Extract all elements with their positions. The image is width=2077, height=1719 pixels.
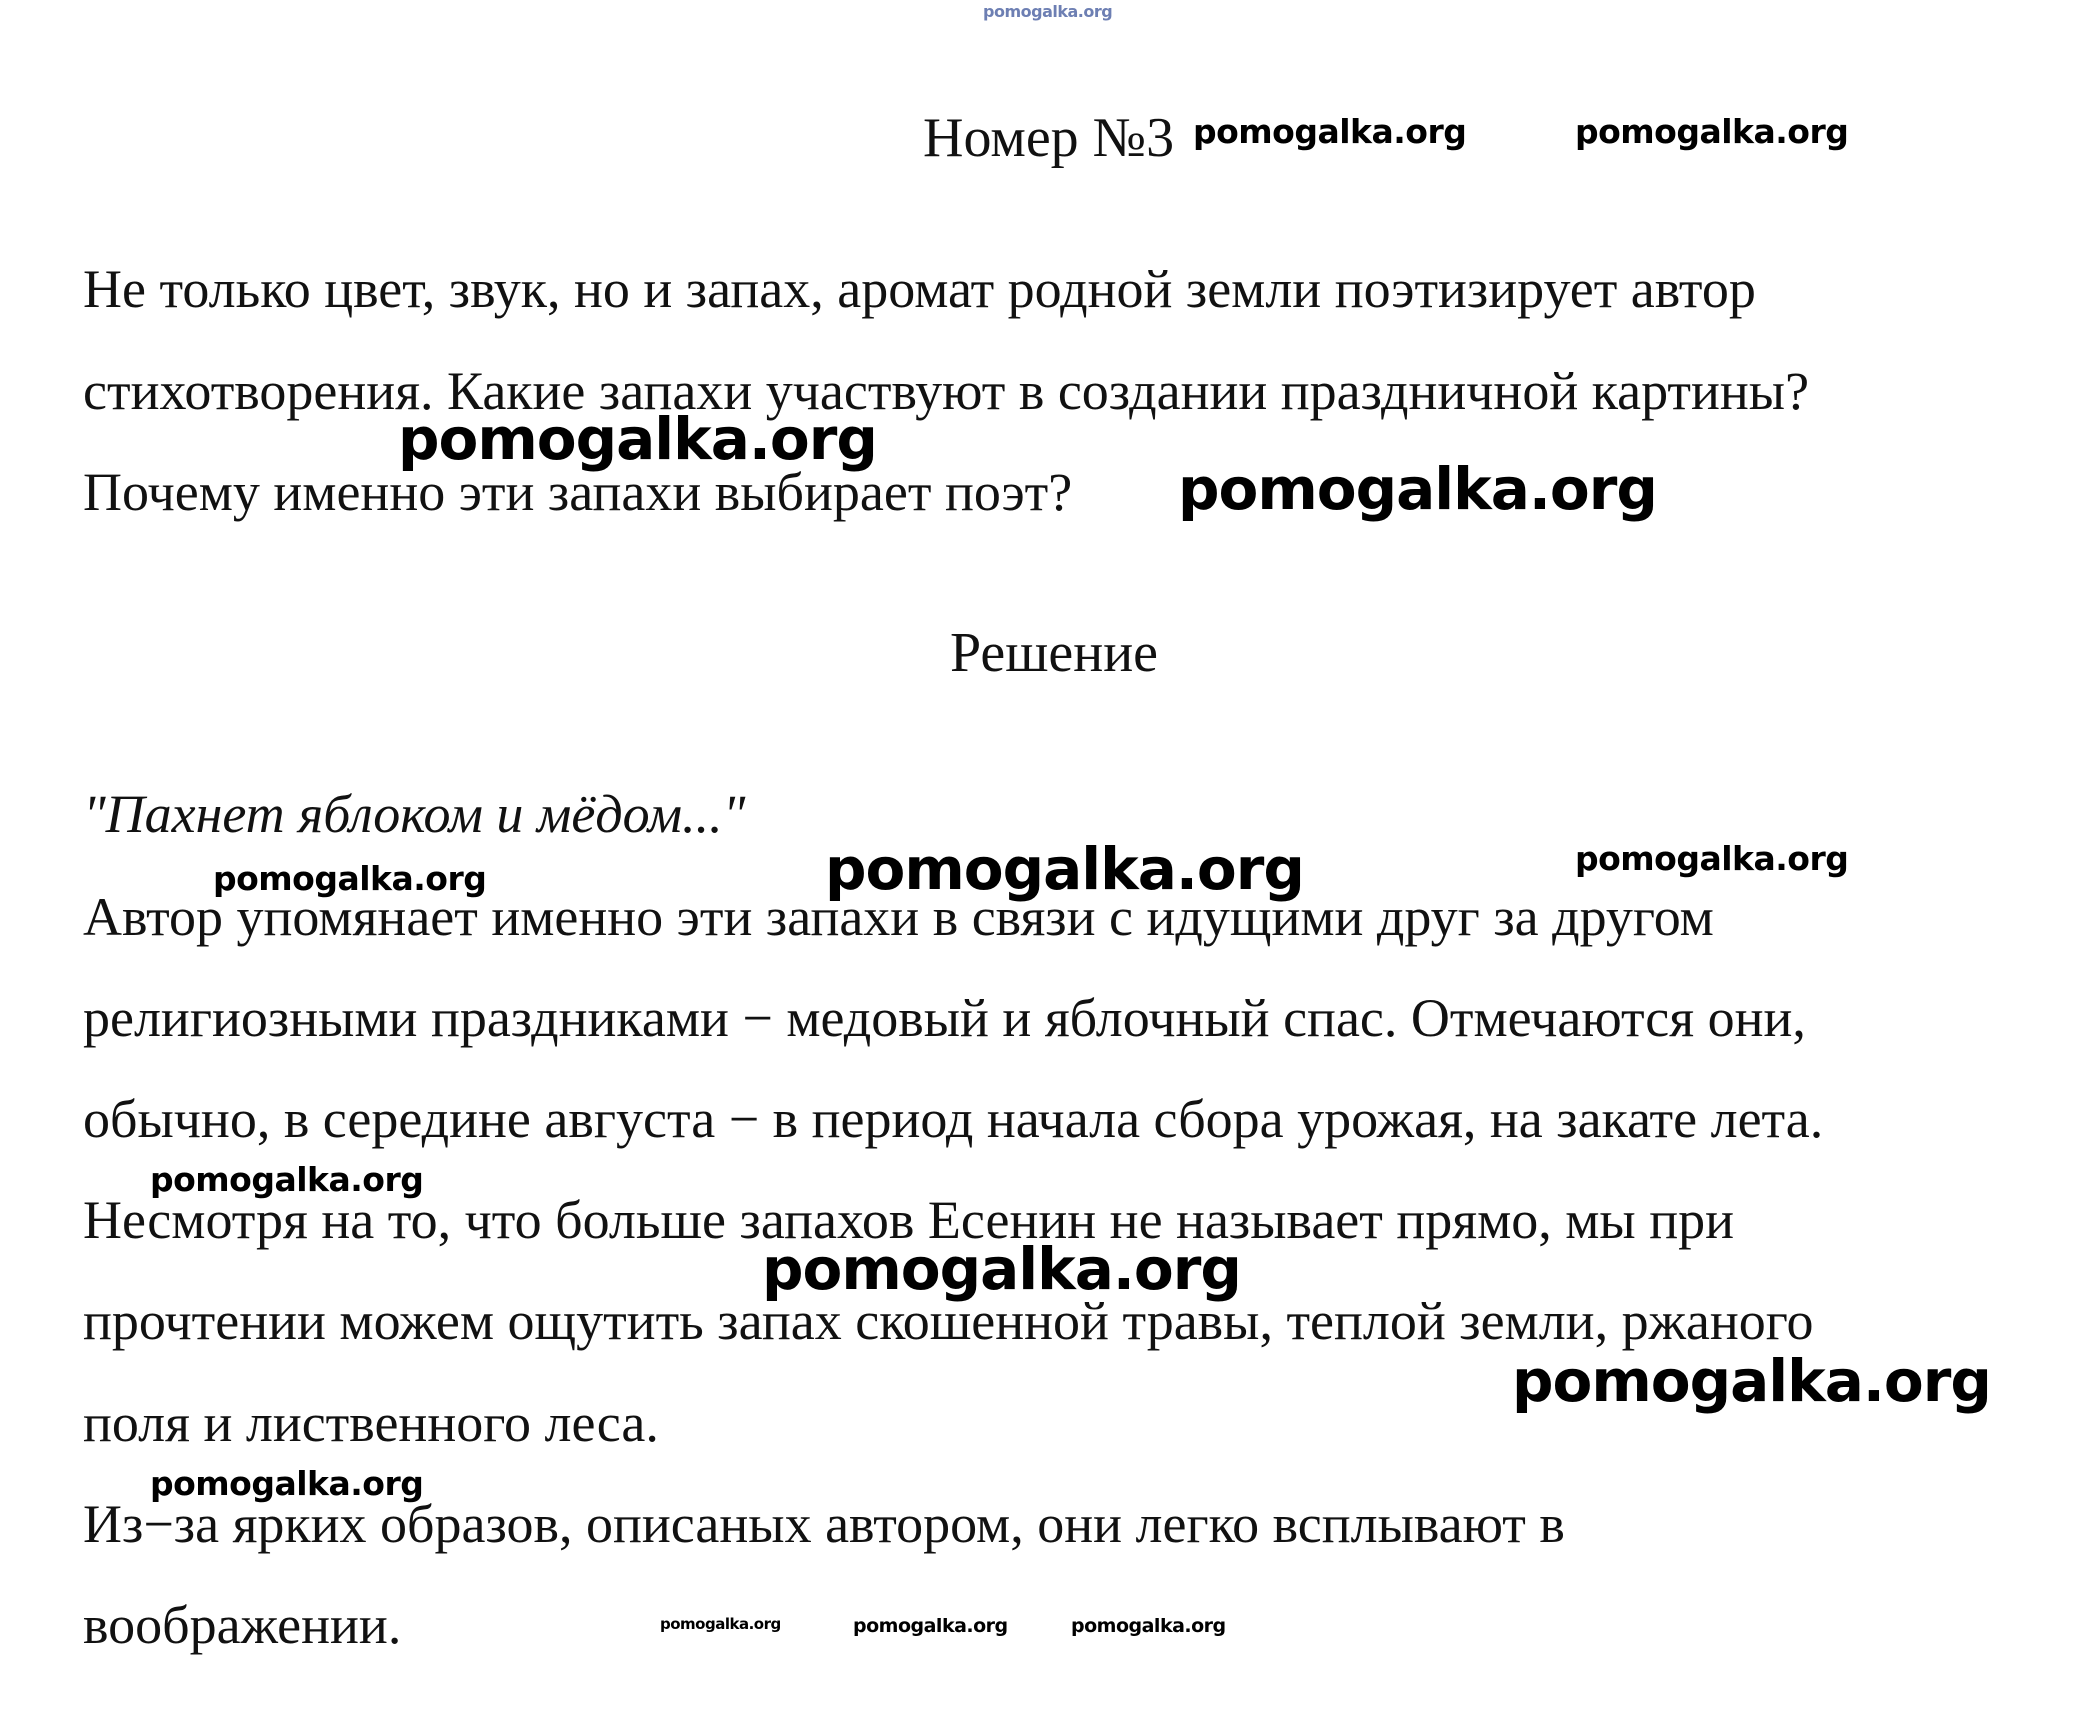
question-line-1: Не только цвет, звук, но и запах, аромат родной земли поэтизирует автор bbox=[83, 259, 1756, 319]
watermark-answer-7: pomogalka.org bbox=[150, 1464, 424, 1503]
quote: "Пахнет яблоком и мёдом..." bbox=[83, 784, 746, 844]
watermark-answer-5: pomogalka.org bbox=[762, 1235, 1241, 1303]
answer-line-7: Из−за ярких образов, описаных автором, они легко всплывают в bbox=[83, 1494, 1565, 1554]
question-line-3: Почему именно эти запахи выбирает поэт? bbox=[83, 462, 1073, 522]
question-line-2: стихотворения. Какие запахи участвуют в создании праздничной картины? bbox=[83, 361, 1810, 421]
watermark-answer-1: pomogalka.org bbox=[213, 859, 487, 898]
watermark-bottom-2: pomogalka.org bbox=[853, 1615, 1008, 1637]
page-title: Номер №3 bbox=[923, 107, 1175, 169]
answer-line-4: Несмотря на то, что больше запахов Есенин не называет прямо, мы при bbox=[83, 1190, 1735, 1250]
answer-line-2: религиозными праздниками − медовый и яблочный спас. Отмечаются они, bbox=[83, 988, 1806, 1048]
solution-heading: Решение bbox=[950, 622, 1159, 684]
watermark-title-1: pomogalka.org bbox=[1193, 112, 1467, 151]
watermark-answer-6: pomogalka.org bbox=[1512, 1347, 1991, 1415]
answer-line-5: прочтении можем ощутить запах скошенной травы, теплой земли, ржаного bbox=[83, 1291, 1814, 1351]
answer-line-6: поля и лиственного леса. bbox=[83, 1393, 659, 1453]
watermark-answer-3: pomogalka.org bbox=[1575, 839, 1849, 878]
watermark-question-1: pomogalka.org bbox=[398, 405, 877, 473]
watermark-answer-4: pomogalka.org bbox=[150, 1160, 424, 1199]
watermark-question-2: pomogalka.org bbox=[1178, 455, 1657, 523]
answer-line-3: обычно, в середине августа − в период начала сбора урожая, на закате лета. bbox=[83, 1089, 1824, 1149]
watermark-answer-2: pomogalka.org bbox=[825, 835, 1304, 903]
watermark-top: pomogalka.org bbox=[983, 2, 1113, 21]
answer-line-8: воображении. bbox=[83, 1595, 402, 1655]
watermark-title-2: pomogalka.org bbox=[1575, 112, 1849, 151]
answer-line-1: Автор упомянает именно эти запахи в связи с идущими друг за другом bbox=[83, 887, 1714, 947]
watermark-bottom-1: pomogalka.org bbox=[660, 1615, 781, 1633]
watermark-bottom-3: pomogalka.org bbox=[1071, 1615, 1226, 1637]
